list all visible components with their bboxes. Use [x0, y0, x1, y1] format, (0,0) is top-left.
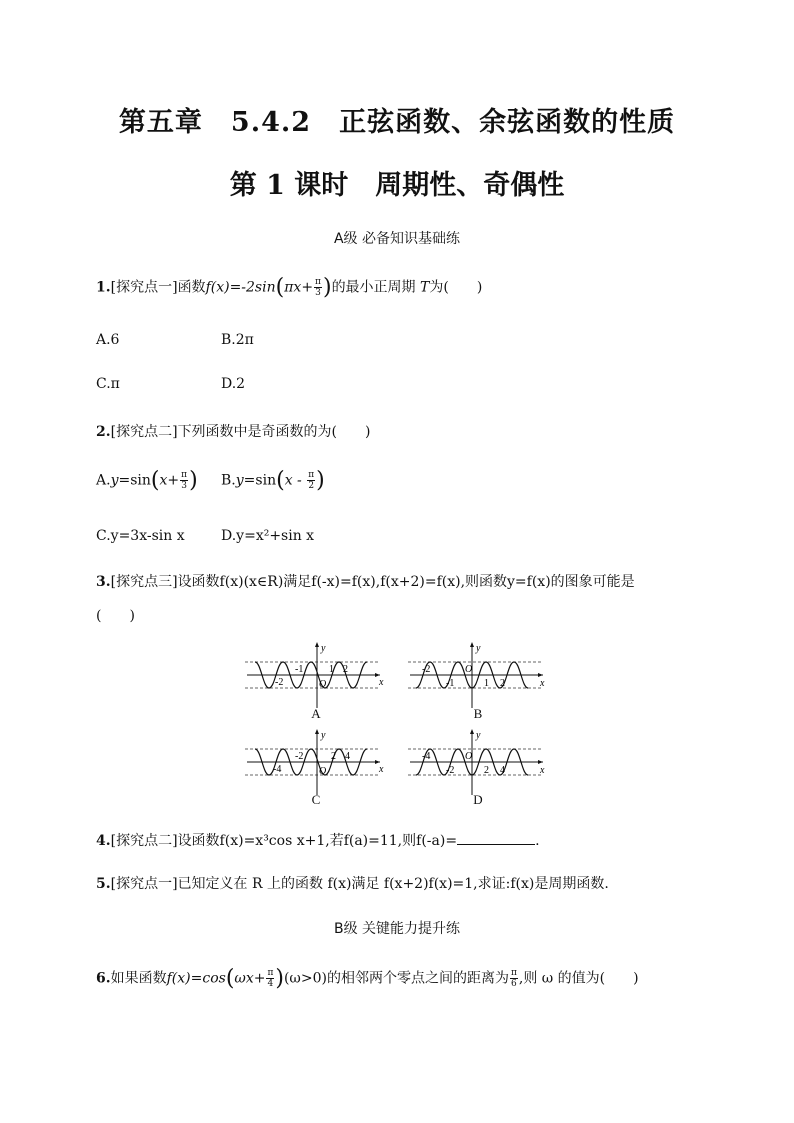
graph-d [408, 727, 548, 797]
question-number: 1. [96, 279, 111, 296]
graph-b-label: B [473, 706, 483, 721]
page-subtitle: 第 1 课时 周期性、奇偶性 [229, 170, 565, 201]
svg-text:x: x [379, 764, 384, 775]
option-a: A.6 [96, 332, 120, 348]
answer-blank[interactable] [457, 831, 535, 845]
svg-text:x: x [540, 765, 545, 776]
svg-text:x: x [379, 677, 384, 688]
option-b: B.y=sin(x - $\frac{\pi}{2}$ ) [221, 468, 325, 493]
graph-d-label: D [473, 792, 483, 807]
question-4: 4.[探究点二]设函数f(x)=x³cos x+1,若f(a)=11,则f(-a)= . [96, 833, 540, 849]
option-d: D.y=x²+sin x [221, 528, 315, 544]
question-number: 6. [96, 970, 111, 987]
question-6: 6.如果函数f(x)=cos(ωx+ $\frac{\pi}{4}$ )(ω>0)的相邻两个零点之间的距离为 $\frac{\pi}{6}$ ,则 ω 的值为( ) [96, 966, 639, 991]
svg-text:-2: -2 [422, 664, 431, 675]
svg-text:1: 1 [329, 664, 334, 675]
svg-text:2: 2 [500, 678, 505, 689]
fraction: $\frac{\pi}{6}$ [510, 968, 517, 989]
question-number: 2. [96, 424, 111, 440]
graph-a [245, 640, 385, 710]
level-b-heading: B级 关键能力提升练 [333, 921, 461, 937]
question-tag: [探究点一] [110, 279, 178, 296]
question-1: 1.[探究点一]函数f(x)=-2sin(πx+ $\frac{\pi}{3}$ )的最小正周期 T为( ) [96, 275, 483, 300]
option-b: B.2π [221, 332, 254, 348]
question-tag: [探究点二] [110, 833, 178, 849]
question-tag: [探究点一] [110, 876, 178, 892]
svg-text:x: x [540, 678, 545, 689]
svg-text:-4: -4 [422, 751, 431, 762]
svg-text:-2: -2 [295, 751, 304, 762]
svg-text:-1: -1 [446, 678, 455, 689]
fraction: $\frac{\pi}{2}$ [308, 470, 315, 491]
svg-text:4: 4 [345, 751, 350, 762]
svg-text:y: y [476, 730, 481, 741]
fraction: $\frac{\pi}{3}$ [181, 470, 188, 491]
question-number: 4. [96, 833, 111, 849]
option-a: A.y=sin(x+ $\frac{\pi}{3}$ ) [96, 468, 198, 493]
level-a-heading: A级 必备知识基础练 [333, 231, 461, 247]
svg-text:O: O [319, 679, 327, 690]
option-c: C.y=3x-sin x [96, 528, 185, 544]
svg-text:y: y [321, 643, 326, 654]
svg-text:-2: -2 [446, 765, 455, 776]
svg-text:1: 1 [484, 678, 489, 689]
svg-text:-4: -4 [273, 764, 282, 775]
page-title: 第五章 5.4.2 正弦函数、余弦函数的性质 [118, 107, 676, 138]
svg-text:y: y [321, 730, 326, 741]
svg-text:-1: -1 [295, 664, 304, 675]
svg-text:O: O [319, 766, 327, 777]
option-d: D.2 [221, 376, 246, 392]
function-expression: f(x)=-2sin [205, 279, 276, 296]
fraction: $\frac{\pi}{3}$ [315, 277, 321, 298]
svg-text:-2: -2 [275, 677, 284, 688]
question-tag: [探究点三] [110, 574, 178, 590]
graph-c-label: C [311, 792, 321, 807]
question-2: 2.[探究点二]下列函数中是奇函数的为( ) [96, 424, 371, 440]
question-3: 3.[探究点三]设函数f(x)(x∈R)满足f(-x)=f(x),f(x+2)=f(x),则函数y=f(x)的图象可能是 [96, 574, 635, 590]
question-tag: [探究点二] [110, 424, 178, 440]
graph-b [408, 640, 548, 710]
question-number: 3. [96, 574, 111, 590]
svg-text:2: 2 [343, 664, 348, 675]
graph-c [245, 727, 385, 797]
question-5: 5.[探究点一]已知定义在 R 上的函数 f(x)满足 f(x+2)f(x)=1,求证:f(x)是周期函数. [96, 876, 609, 892]
svg-text:O: O [465, 664, 473, 675]
question-number: 5. [96, 876, 111, 892]
option-c: C.π [96, 376, 120, 392]
svg-text:O: O [465, 751, 473, 762]
svg-text:y: y [476, 643, 481, 654]
graph-a-label: A [311, 706, 321, 721]
answer-paren: ( ) [96, 608, 135, 624]
svg-text:4: 4 [500, 765, 505, 776]
fraction: $\frac{\pi}{4}$ [267, 968, 274, 989]
svg-text:2: 2 [484, 765, 489, 776]
svg-text:2: 2 [331, 751, 336, 762]
